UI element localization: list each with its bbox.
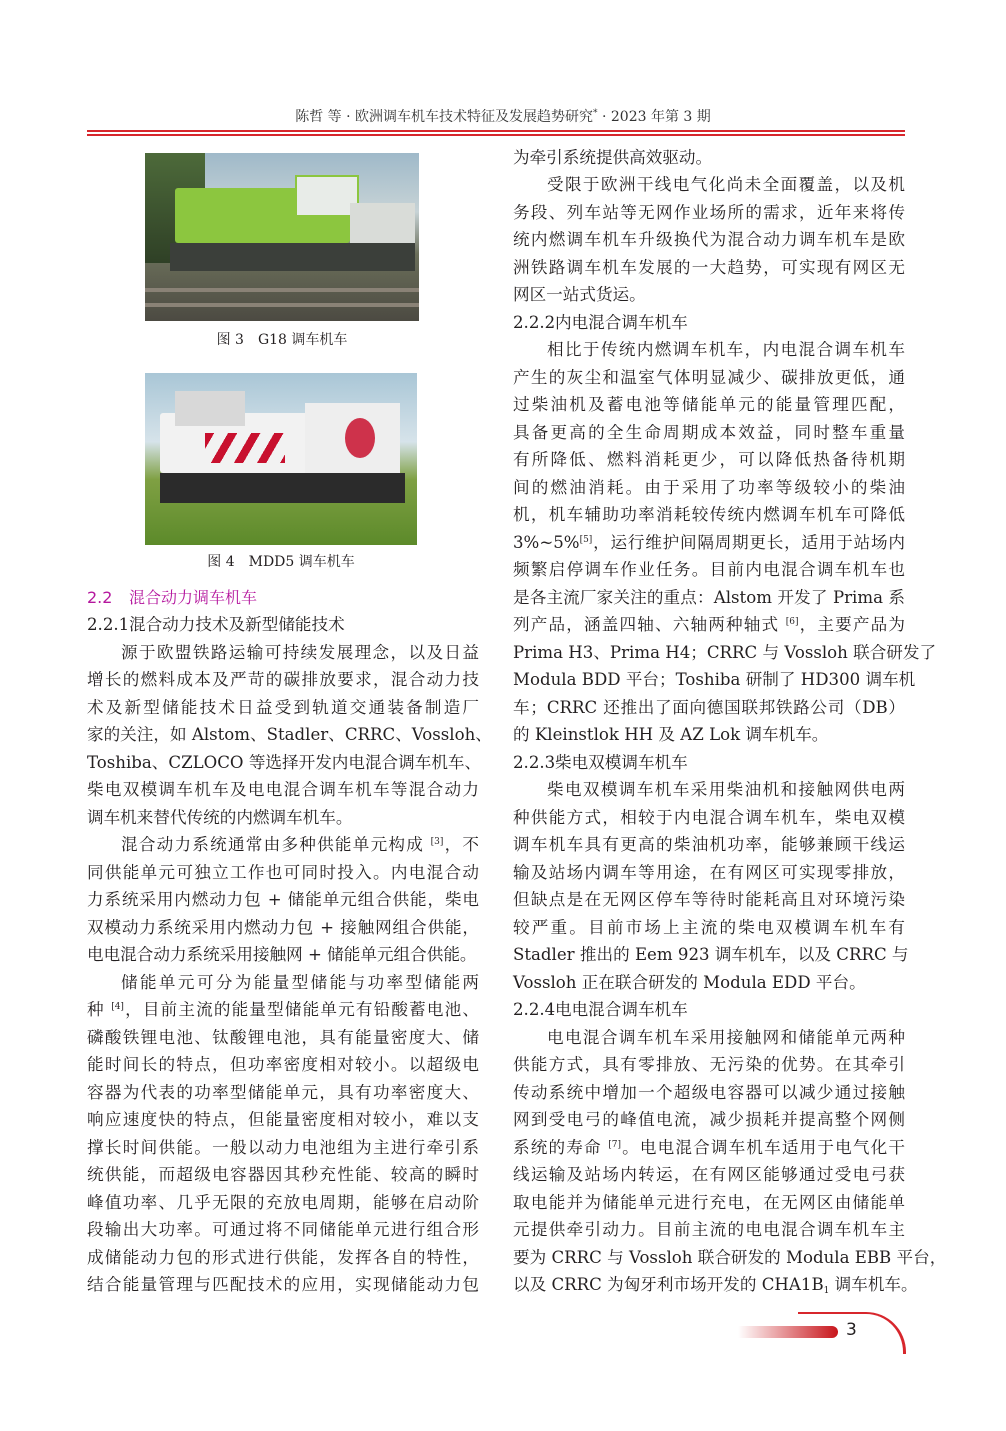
text-line: 柴电双模调车机车采用柴油机和接触网供电两 — [547, 780, 905, 799]
figure-3-photo-g18-locomotive — [145, 153, 419, 321]
text-line: 容器为代表的功率型储能单元，具有功率密度大、 — [87, 1082, 479, 1102]
text-line: 相比于传统内燃调车机车，内电混合调车机车 — [547, 340, 905, 359]
subsection-heading — [87, 611, 479, 639]
text-line: 同供能单元可独立工作也可同时投入。内电混合动 — [87, 862, 479, 882]
text-line: 调车机来替代传统的内燃调车机车。 — [87, 807, 353, 827]
text-line: 频繁启停调车作业任务。目前内电混合调车机车也 — [513, 560, 905, 579]
text-line: 响应速度快的特点，但能量密度相对较小，难以支 — [87, 1110, 479, 1129]
text-line: 储能单元可分为能量型储能与功率型储能两 — [121, 972, 479, 992]
figure-3-caption: 图 3 G18 调车机车 — [216, 332, 348, 348]
footer-decoration — [738, 1312, 908, 1354]
text-line: 传动系统中增加一个超级电容器可以减少通过接触 — [513, 1082, 905, 1102]
subsection-heading — [513, 749, 905, 777]
heading-number: 2.2.2 — [513, 312, 556, 332]
text-line: 术及新型储能技术日益受到轨道交通装备制造厂 — [87, 697, 479, 717]
paragraph — [513, 144, 905, 172]
citation-ref: [7] — [608, 1139, 621, 1150]
text-line: 的 Kleinstlok HH 及 AZ Lok 调车机车。 — [513, 725, 829, 744]
text-line: Stadler 推出的 Eem 923 调车机车，以及 CRRC 与 — [513, 945, 909, 964]
paragraph — [87, 969, 479, 1299]
text-line: 电电混合动力系统采用接触网 + 储能单元组合供能。 — [87, 945, 477, 964]
text-line: 电电混合调车机车采用接触网和储能单元两种 — [547, 1027, 905, 1047]
text-line: Toshiba、CZLOCO 等选择开发内电混合调车机车、 — [87, 752, 482, 772]
paragraph — [87, 639, 492, 832]
right-text-column — [513, 144, 947, 1299]
paragraph — [513, 1024, 947, 1299]
text-line: 元提供牵引动力。目前主流的电电混合调车机车主 — [513, 1220, 905, 1239]
figure-4-caption: 图 4 MDD5 调车机车 — [207, 554, 355, 570]
text-line: 具备更高的全生命周期成本效益，同时整车重量 — [513, 422, 905, 442]
text-line: 力系统采用内燃动力包 + 储能单元组合供能，柴电 — [87, 890, 479, 909]
text-line: 撑长时间供能。一般以动力电池组为主进行牵引系 — [87, 1137, 479, 1157]
text-line: 网到受电弓的峰值电流，减少损耗并提高整个网侧 — [513, 1110, 905, 1129]
text-line: 统内燃调车机车升级换代为混合动力调车机车是欧 — [513, 230, 905, 249]
text-line: 结合能量管理与匹配技术的应用，实现储能动力包 — [87, 1275, 479, 1294]
citation-ref: [3] — [430, 837, 444, 847]
paragraph — [513, 776, 909, 996]
heading-number: 2.2.3 — [513, 752, 556, 772]
header-title: 陈哲 等 · 欧洲调车机车技术特征及发展趋势研究* · 2023 年第 3 期 — [295, 108, 711, 125]
text-line: 磷酸铁锂电池、钛酸锂电池，具有能量密度大、储 — [87, 1027, 479, 1047]
header-rule — [87, 134, 905, 136]
text-line: 产生的灰尘和温室气体明显减少、碳排放更低，通 — [513, 367, 905, 387]
header-rule — [87, 130, 905, 132]
text-line: 种供能方式，相较于内电混合调车机车，柴电双模 — [513, 807, 905, 827]
text-line: 是各主流厂家关注的重点：Alstom 开发了 Prima 系 — [513, 587, 905, 607]
text-line: 家的关注，如 Alstom、Stadler、CRRC、Vossloh、 — [87, 725, 492, 744]
text-line: Modula BDD 平台；Toshiba 研制了 HD300 调车机 — [513, 670, 916, 689]
text-line: Vossloh 正在联合研发的 Modula EDD 平台。 — [513, 972, 866, 992]
text-line: 混合动力系统通常由多种供能单元构成 [3]，不 — [121, 835, 479, 854]
text-line: 能时间长的特点，但功率密度相对较小。以超级电 — [87, 1055, 479, 1074]
text-line: 过柴油机及蓄电池等储能单元的能量管理匹配， — [513, 395, 905, 414]
text-line: 务段、列车站等无网作业场所的需求，近年来将传 — [513, 202, 905, 222]
paragraph — [513, 171, 905, 309]
subsection-heading — [513, 996, 905, 1024]
text-line: 取电能并为储能单元进行充电，在无网区由储能单 — [513, 1192, 905, 1212]
text-line: 列产品，涵盖四轴、六轴两种轴式 [6]，主要产品为 — [513, 615, 906, 634]
text-line: 段输出大功率。可通过将不同储能单元进行组合形 — [87, 1220, 479, 1239]
text-line: 峰值功率、几乎无限的充放电周期，能够在启动阶 — [87, 1192, 479, 1212]
paragraph — [87, 831, 479, 969]
text-line: 要为 CRRC 与 Vossloh 联合研发的 Modula EBB 平台， — [513, 1247, 947, 1267]
citation-ref: [5] — [579, 534, 593, 545]
text-line: 种 [4]，目前主流的能量型储能单元有铅酸蓄电池、 — [87, 1000, 479, 1019]
text-line: 双模动力系统采用内燃动力包 + 接触网组合供能， — [87, 917, 479, 937]
text-line: 输及站场内调车等用途，在有网区可实现零排放， — [513, 862, 905, 882]
figure-4-photo-mdd5-locomotive — [145, 373, 417, 545]
text-line: 增长的燃料成本及严苛的碳排放要求，混合动力技 — [87, 670, 479, 689]
text-line: 洲铁路调车机车发展的一大趋势，可实现有网区无 — [513, 257, 905, 277]
heading-text: 电电混合调车机车 — [555, 1000, 688, 1019]
heading-text: 混合动力调车机车 — [129, 587, 258, 607]
text-line: 柴电双模调车机车及电电混合调车机车等混合动力 — [87, 780, 479, 799]
text-line: 有所降低、燃料消耗更少，可以降低热备待机期 — [513, 450, 905, 469]
text-line: 受限于欧洲干线电气化尚未全面覆盖，以及机 — [547, 175, 905, 194]
text-line: 调车机车具有更高的柴油机功率，能够兼顾干线运 — [513, 835, 905, 854]
text-line: 车；CRRC 还推出了面向德国联邦铁路公司（DB） — [513, 697, 905, 717]
text-line: 线运输及站场内转运，在有网区能够通过受电弓获 — [513, 1165, 905, 1184]
paragraph — [513, 336, 937, 749]
text-line: 供能方式，具有零排放、无污染的优势。在其牵引 — [513, 1055, 905, 1074]
text-line: 以及 CRRC 为匈牙利市场开发的 $CHA1B_1$ 调车机车。 — [513, 1275, 918, 1296]
left-text-column — [87, 584, 492, 1299]
heading-number: 2.2 — [87, 587, 113, 607]
text-line: 系统的寿命 [7]。电电混合调车机车适用于电气化干 — [513, 1137, 905, 1157]
text-line: 网区一站式货运。 — [513, 285, 646, 304]
subscript: 1 — [823, 1286, 830, 1296]
heading-number: 2.2.4 — [513, 1000, 556, 1019]
text-line: 统供能，而超级电容器因其秒充性能、较高的瞬时 — [87, 1165, 479, 1184]
heading-text: 内电混合调车机车 — [555, 312, 688, 332]
text-line: 成储能动力包的形式进行供能，发挥各自的特性， — [87, 1247, 479, 1267]
text-line: 间的燃油消耗。由于采用了功率等级较小的柴油 — [513, 477, 905, 497]
heading-number: 2.2.1 — [87, 615, 130, 634]
citation-ref: [4] — [111, 1002, 124, 1012]
text-line: 较严重。目前市场上主流的柴电双模调车机车有 — [513, 917, 905, 937]
heading-text: 混合动力技术及新型储能技术 — [129, 615, 345, 634]
heading-text: 柴电双模调车机车 — [555, 752, 688, 772]
text-line: 但缺点是在无网区停车等待时能耗高且对环境污染 — [513, 890, 905, 909]
text-line: 3%~5%[5]，运行维护间隔周期更长，适用于站场内 — [513, 532, 905, 552]
citation-ref: [6] — [785, 617, 799, 627]
text-line: Prima H3、Prima H4；CRRC 与 Vossloh 联合研发了 — [513, 642, 937, 662]
text-line: 为牵引系统提供高效驱动。 — [513, 147, 713, 167]
subsection-heading — [513, 309, 905, 337]
text-line: 源于欧盟铁路运输可持续发展理念，以及日益 — [121, 642, 479, 662]
section-heading — [87, 584, 479, 612]
text-line: 机，机车辅助功率消耗较传统内燃调车机车可降低 — [513, 505, 905, 524]
page-number: 3 — [846, 1320, 857, 1340]
